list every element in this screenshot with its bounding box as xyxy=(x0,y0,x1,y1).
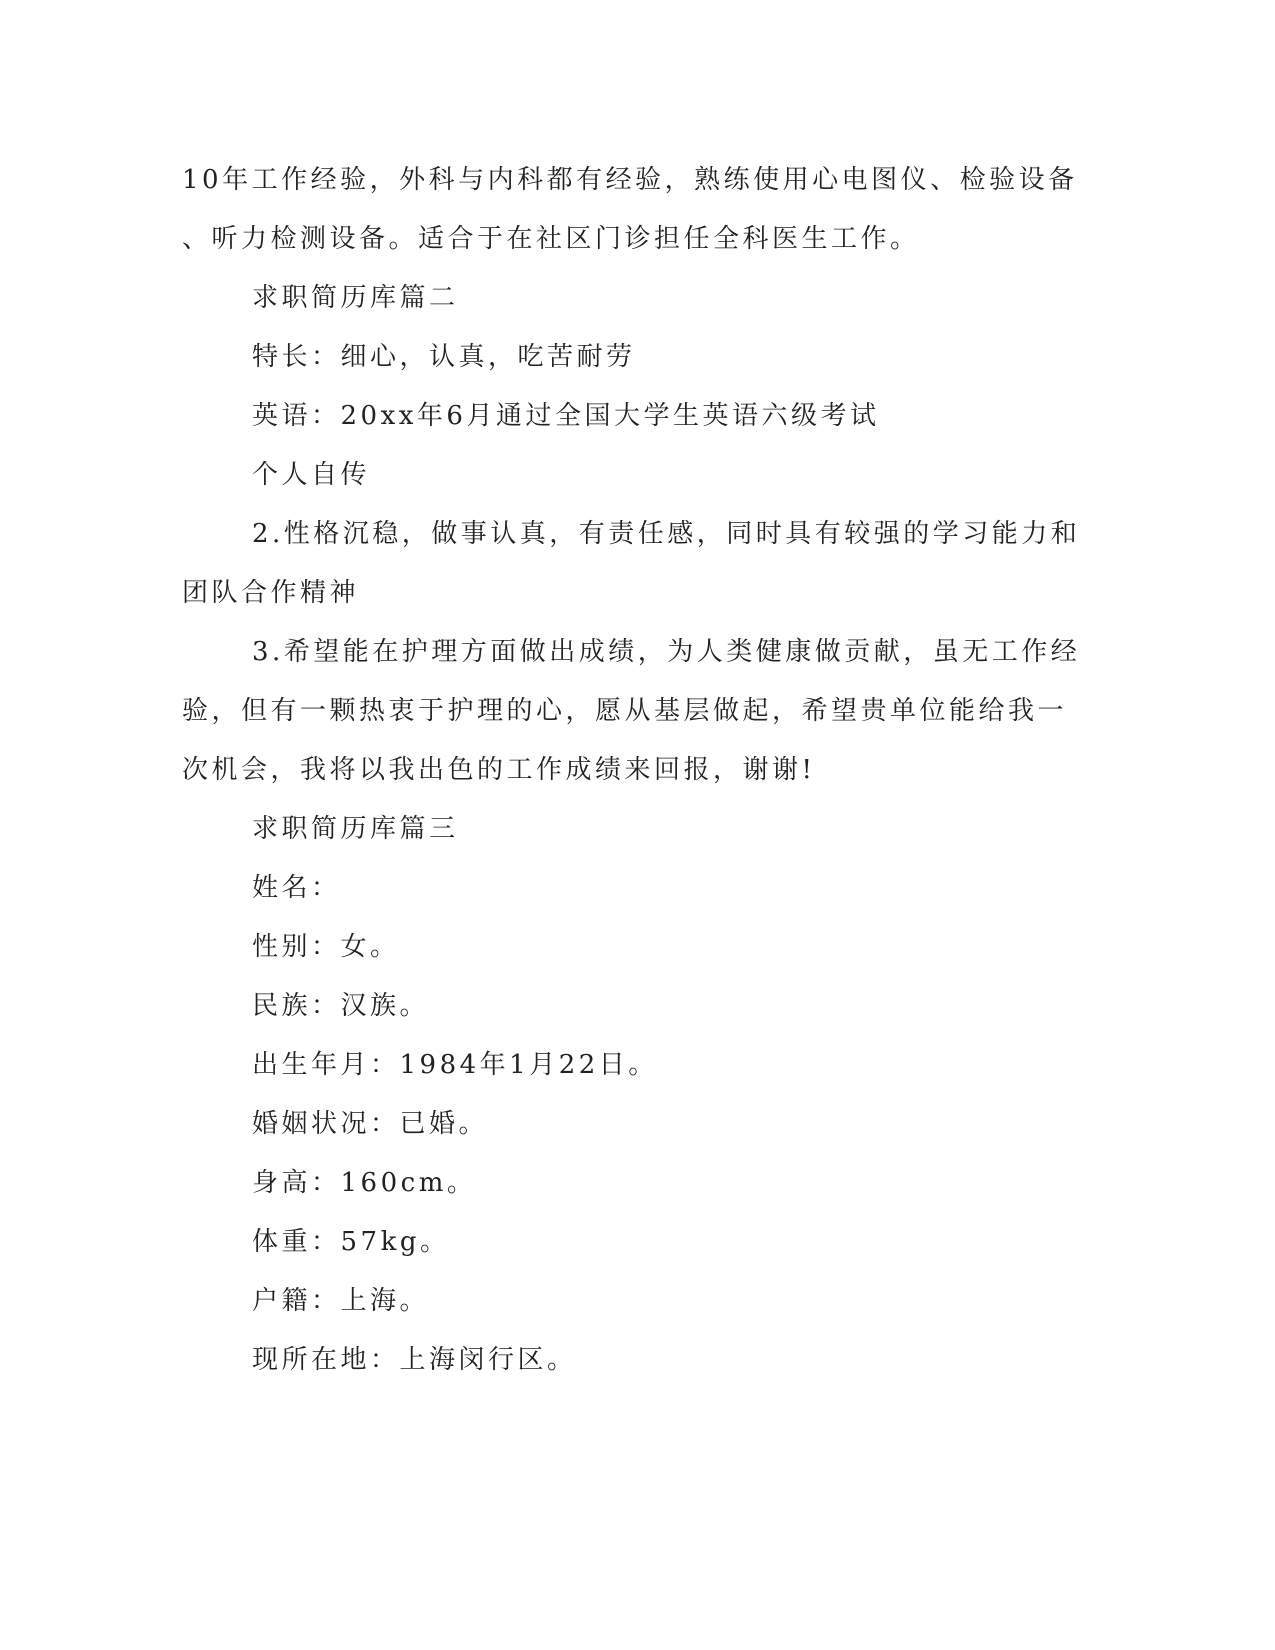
field-height: 身高：160cm。 xyxy=(252,1168,477,1198)
field-gender: 性别：女。 xyxy=(252,932,400,962)
english-line: 英语：20xx年6月通过全国大学生英语六级考试 xyxy=(252,401,880,431)
field-weight: 体重：57kg。 xyxy=(252,1227,450,1257)
autobiography-heading: 个人自传 xyxy=(252,460,371,490)
paragraph-hope-line-3: 次机会，我将以我出色的工作成绩来回报，谢谢! xyxy=(182,755,816,785)
paragraph-personality-line-1: 2.性格沉稳，做事认真，有责任感，同时具有较强的学习能力和 xyxy=(252,519,1081,549)
paragraph-experience-line-1: 10年工作经验，外科与内科都有经验，熟练使用心电图仪、检验设备 xyxy=(182,165,1078,195)
field-current-location: 现所在地：上海闵行区。 xyxy=(252,1345,577,1375)
section-heading-3: 求职简历库篇三 xyxy=(252,814,459,844)
specialty-line: 特长：细心，认真，吃苦耐劳 xyxy=(252,342,636,372)
field-ethnicity: 民族：汉族。 xyxy=(252,991,430,1021)
field-household-registration: 户籍：上海。 xyxy=(252,1286,430,1316)
field-birthdate: 出生年月：1984年1月22日。 xyxy=(252,1050,658,1080)
paragraph-hope-line-1: 3.希望能在护理方面做出成绩，为人类健康做贡献，虽无工作经 xyxy=(252,637,1081,667)
field-marital-status: 婚姻状况：已婚。 xyxy=(252,1109,489,1139)
paragraph-experience-line-2: 、听力检测设备。适合于在社区门诊担任全科医生工作。 xyxy=(182,224,920,254)
paragraph-hope-line-2: 验，但有一颗热衷于护理的心，愿从基层做起，希望贵单位能给我一 xyxy=(182,696,1068,726)
paragraph-personality-line-2: 团队合作精神 xyxy=(182,578,360,608)
section-heading-2: 求职简历库篇二 xyxy=(252,283,459,313)
field-name: 姓名： xyxy=(252,873,341,903)
